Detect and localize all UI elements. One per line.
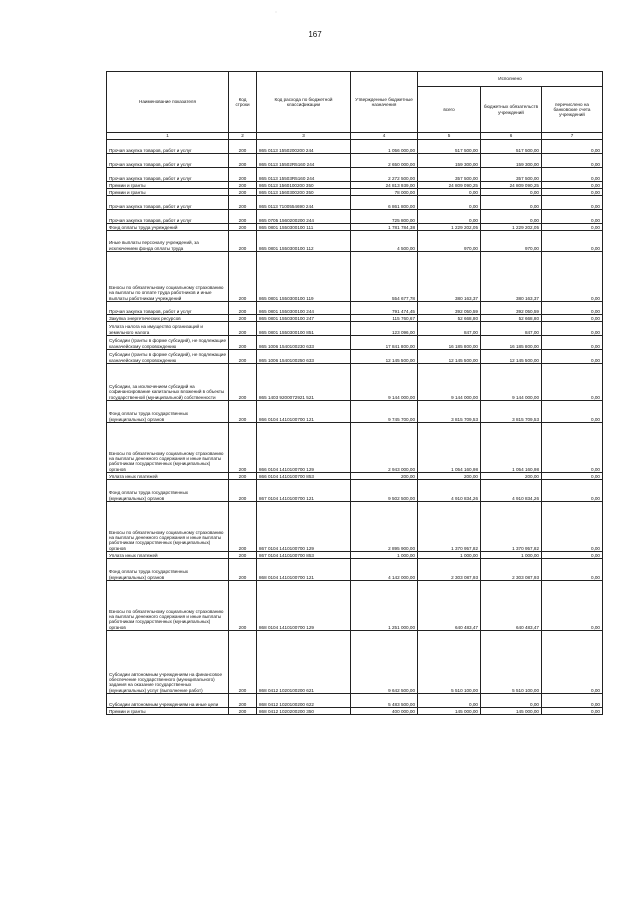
row-budget-code: 865 0801 1550300100 112	[257, 231, 351, 252]
table-row	[107, 364, 603, 401]
row-approved: 1 000,00	[351, 552, 418, 559]
row-exec-total: 12 145 500,00	[418, 350, 481, 364]
column-number: 2	[229, 133, 257, 140]
table-row	[107, 694, 603, 708]
row-budget-code: 865 1006 1540100250 633	[257, 350, 351, 364]
row-approved: 9 502 500,00	[351, 480, 418, 502]
table-row	[107, 401, 603, 423]
row-budget-code: 865 0113 15503R5160 244	[257, 168, 351, 182]
row-approved: 115 760,67	[351, 315, 418, 322]
row-line-code: 200	[229, 350, 257, 364]
row-exec-total: 2 303 087,93	[418, 559, 481, 581]
row-exec-transfer: 0,00	[542, 480, 603, 502]
row-name: Субсидии (гранты в форме субсидий), не подлежащие казначейскому сопровождению	[107, 350, 229, 364]
row-name: Субсидии, за исключением субсидий на софинансирование капитальных вложений в объекты государственной (муниципальной) собственности	[107, 364, 229, 401]
row-name: Субсидии автономным учреждениям на финансовое обеспечение государственного (муниципального) задания на оказание государственных (муниципальных) услуг (выполнение работ)	[107, 631, 229, 694]
table-row	[107, 473, 603, 480]
column-number: 7	[542, 133, 603, 140]
header-approved: Утвержденные бюджетные назначения	[351, 72, 418, 133]
row-name: Прочая закупка товаров, работ и услуг	[107, 302, 229, 315]
table-row	[107, 154, 603, 168]
row-exec-total: 1 054 160,98	[418, 423, 481, 473]
table-row	[107, 423, 603, 473]
table-row	[107, 502, 603, 552]
row-approved: 200,00	[351, 473, 418, 480]
row-exec-budget: 380 163,37	[481, 252, 542, 302]
row-exec-budget: 0,00	[481, 196, 542, 210]
row-line-code: 200	[229, 168, 257, 182]
row-exec-budget: 24 809 090,25	[481, 182, 542, 189]
row-exec-budget: 2 303 087,93	[481, 559, 542, 581]
row-name: Прочая закупка товаров, работ и услуг	[107, 210, 229, 224]
table-row	[107, 552, 603, 559]
page-number: 167	[308, 30, 322, 39]
row-approved: 1 781 784,38	[351, 224, 418, 231]
row-exec-transfer: 0,00	[542, 168, 603, 182]
row-line-code: 200	[229, 559, 257, 581]
row-line-code: 200	[229, 473, 257, 480]
row-budget-code: 865 0113 7100554690 244	[257, 196, 351, 210]
header-executed: Исполнено	[418, 72, 603, 87]
table-row	[107, 182, 603, 189]
row-exec-transfer: 0,00	[542, 196, 603, 210]
header-exec-total: всего	[418, 87, 481, 133]
header-exec-budget: бюджетных обязательств учреждений	[481, 87, 542, 133]
header-exec-transfer: перечислено на банковские счета учреждений	[542, 87, 603, 133]
row-approved: 2 943 000,00	[351, 423, 418, 473]
row-exec-budget: 145 000,00	[481, 708, 542, 715]
row-exec-budget: 12 145 500,00	[481, 350, 542, 364]
row-exec-total: 392 050,59	[418, 302, 481, 315]
row-exec-budget: 640 483,47	[481, 581, 542, 631]
table-row	[107, 189, 603, 196]
column-number: 3	[257, 133, 351, 140]
row-name: Премии и гранты	[107, 189, 229, 196]
row-exec-budget: 517 500,00	[481, 140, 542, 154]
table-row	[107, 224, 603, 231]
row-budget-code: 868 0104 1410100700 129	[257, 581, 351, 631]
row-name: Премии и гранты	[107, 182, 229, 189]
row-line-code: 200	[229, 708, 257, 715]
row-line-code: 200	[229, 210, 257, 224]
table-row	[107, 168, 603, 182]
table-row	[107, 196, 603, 210]
row-approved: 9 144 000,00	[351, 364, 418, 401]
row-name: Уплата налога на имущество организаций и земельного налога	[107, 322, 229, 336]
row-exec-transfer: 0,00	[542, 224, 603, 231]
row-exec-transfer: 0,00	[542, 182, 603, 189]
row-budget-code: 865 1403 9200072921 521	[257, 364, 351, 401]
row-exec-total: 1 370 957,82	[418, 502, 481, 552]
row-name: Прочая закупка товаров, работ и услуг	[107, 196, 229, 210]
row-budget-code: 868 0412 1020100200 622	[257, 694, 351, 708]
row-line-code: 200	[229, 631, 257, 694]
row-exec-transfer: 0,00	[542, 302, 603, 315]
row-name: Закупка энергетических ресурсов	[107, 315, 229, 322]
row-budget-code: 867 0104 1410100700 121	[257, 480, 351, 502]
row-budget-code: 866 0104 1410100700 853	[257, 473, 351, 480]
header-name: Наименование показателя	[107, 72, 229, 133]
row-exec-transfer: 0,00	[542, 581, 603, 631]
row-name: Прочая закупка товаров, работ и услуг	[107, 140, 229, 154]
row-exec-budget: 52 668,80	[481, 315, 542, 322]
table-row	[107, 350, 603, 364]
row-exec-budget: 0,00	[481, 694, 542, 708]
row-exec-budget: 1 370 957,82	[481, 502, 542, 552]
row-line-code: 200	[229, 224, 257, 231]
table-row	[107, 559, 603, 581]
row-exec-transfer: 0,00	[542, 694, 603, 708]
row-name: Субсидии автономным учреждениям на иные цели	[107, 694, 229, 708]
row-exec-transfer: 0,00	[542, 140, 603, 154]
row-approved: 554 677,78	[351, 252, 418, 302]
table-row	[107, 140, 603, 154]
row-name: Субсидии (гранты в форме субсидий), не подлежащие казначейскому сопровождению	[107, 336, 229, 350]
row-budget-code: 865 0801 1550300100 119	[257, 252, 351, 302]
row-exec-total: 52 668,80	[418, 315, 481, 322]
row-exec-total: 159 300,00	[418, 154, 481, 168]
row-exec-budget: 16 185 800,00	[481, 336, 542, 350]
row-exec-total: 357 500,00	[418, 168, 481, 182]
row-approved: 2 650 000,00	[351, 154, 418, 168]
row-approved: 791 474,45	[351, 302, 418, 315]
row-approved: 17 841 800,00	[351, 336, 418, 350]
row-approved: 2 895 900,00	[351, 502, 418, 552]
row-line-code: 200	[229, 423, 257, 473]
row-exec-budget: 159 300,00	[481, 154, 542, 168]
row-name: Прочая закупка товаров, работ и услуг	[107, 168, 229, 182]
column-number: 4	[351, 133, 418, 140]
row-line-code: 200	[229, 154, 257, 168]
row-exec-transfer: 0,00	[542, 559, 603, 581]
row-budget-code: 865 0705 1560200200 244	[257, 210, 351, 224]
table-row	[107, 210, 603, 224]
row-budget-code: 865 0801 1550300100 247	[257, 315, 351, 322]
row-name: Фонд оплаты труда государственных (муниципальных) органов	[107, 559, 229, 581]
row-exec-total: 9 144 000,00	[418, 364, 481, 401]
row-approved: 9 642 500,00	[351, 631, 418, 694]
row-exec-total: 517 500,00	[418, 140, 481, 154]
column-number-row	[107, 133, 603, 140]
row-exec-transfer: 0,00	[542, 322, 603, 336]
row-name: Иные выплаты персоналу учреждений, за исключением фонда оплаты труда	[107, 231, 229, 252]
row-exec-budget: 1 229 202,05	[481, 224, 542, 231]
row-line-code: 200	[229, 189, 257, 196]
row-exec-total: 145 000,00	[418, 708, 481, 715]
row-exec-total: 0,00	[418, 189, 481, 196]
row-name: Фонд оплаты труда государственных (муниципальных) органов	[107, 401, 229, 423]
row-line-code: 200	[229, 336, 257, 350]
row-name: Взносы по обязательному социальному страхованию на выплаты по оплате труда работников и иные выплаты работникам учреждений	[107, 252, 229, 302]
row-line-code: 200	[229, 315, 257, 322]
table-row	[107, 252, 603, 302]
row-line-code: 200	[229, 140, 257, 154]
row-approved: 1 251 000,00	[351, 581, 418, 631]
row-approved: 6 861 800,00	[351, 196, 418, 210]
column-number: 1	[107, 133, 229, 140]
row-approved: 12 145 500,00	[351, 350, 418, 364]
row-line-code: 200	[229, 502, 257, 552]
table-row	[107, 302, 603, 315]
row-exec-transfer: 0,00	[542, 708, 603, 715]
row-exec-total: 200,00	[418, 473, 481, 480]
row-line-code: 200	[229, 196, 257, 210]
row-exec-transfer: 0,00	[542, 423, 603, 473]
row-line-code: 200	[229, 322, 257, 336]
row-exec-transfer: 0,00	[542, 189, 603, 196]
row-line-code: 200	[229, 364, 257, 401]
row-name: Фонд оплаты труда учреждений	[107, 224, 229, 231]
table-row	[107, 581, 603, 631]
row-budget-code: 865 0801 1550300100 244	[257, 302, 351, 315]
row-approved: 4 142 000,00	[351, 559, 418, 581]
row-name: Взносы по обязательному социальному страхованию на выплаты денежного содержания и иные выплаты работникам государственных (муниципальных) органов	[107, 423, 229, 473]
row-approved: 400 000,00	[351, 708, 418, 715]
row-budget-code: 865 0801 1550300100 851	[257, 322, 351, 336]
row-name: Уплата иных платежей	[107, 473, 229, 480]
row-exec-total: 24 809 090,25	[418, 182, 481, 189]
row-exec-budget: 1 054 160,98	[481, 423, 542, 473]
row-budget-code: 865 0113 1560100200 350	[257, 182, 351, 189]
row-approved: 9 745 700,00	[351, 401, 418, 423]
row-exec-budget: 392 050,59	[481, 302, 542, 315]
row-exec-budget: 3 815 709,53	[481, 401, 542, 423]
row-exec-total: 4 910 834,26	[418, 480, 481, 502]
header-budget-code: Код расхода по бюджетной классификации	[257, 72, 351, 133]
row-exec-transfer: 0,00	[542, 631, 603, 694]
row-exec-transfer: 0,00	[542, 350, 603, 364]
row-line-code: 200	[229, 552, 257, 559]
row-line-code: 200	[229, 231, 257, 252]
row-approved: 1 056 000,00	[351, 140, 418, 154]
row-exec-total: 640 483,47	[418, 581, 481, 631]
column-number: 6	[481, 133, 542, 140]
row-budget-code: 868 0412 1020200200 350	[257, 708, 351, 715]
row-line-code: 200	[229, 182, 257, 189]
row-exec-transfer: 0,00	[542, 210, 603, 224]
row-exec-total: 1 000,00	[418, 552, 481, 559]
row-exec-budget: 0,00	[481, 210, 542, 224]
row-approved: 4 500,00	[351, 231, 418, 252]
row-exec-total: 0,00	[418, 196, 481, 210]
row-exec-transfer: 0,00	[542, 364, 603, 401]
table-row	[107, 315, 603, 322]
row-budget-code: 865 0113 15502R5160 244	[257, 154, 351, 168]
row-budget-code: 868 0104 1410100700 121	[257, 559, 351, 581]
row-name: Уплата иных платежей	[107, 552, 229, 559]
row-exec-total: 16 185 800,00	[418, 336, 481, 350]
row-budget-code: 866 0104 1410100700 129	[257, 423, 351, 473]
row-line-code: 200	[229, 401, 257, 423]
row-exec-transfer: 0,00	[542, 154, 603, 168]
row-exec-total: 3 815 709,53	[418, 401, 481, 423]
budget-execution-table	[106, 71, 603, 715]
row-exec-total: 380 163,37	[418, 252, 481, 302]
row-approved: 78 000,00	[351, 189, 418, 196]
row-budget-code: 867 0104 1410100700 853	[257, 552, 351, 559]
row-budget-code: 865 0113 1550200200 244	[257, 140, 351, 154]
scan-artifact: ˈ	[275, 12, 277, 18]
row-budget-code: 868 0412 1020100200 621	[257, 631, 351, 694]
row-line-code: 200	[229, 252, 257, 302]
row-budget-code: 865 1006 1540100230 633	[257, 336, 351, 350]
row-exec-total: 1 229 202,05	[418, 224, 481, 231]
row-exec-budget: 1 000,00	[481, 552, 542, 559]
row-exec-transfer: 0,00	[542, 473, 603, 480]
column-number: 5	[418, 133, 481, 140]
row-approved: 123 096,00	[351, 322, 418, 336]
row-budget-code: 865 0113 1560300200 350	[257, 189, 351, 196]
row-exec-total: 5 510 100,00	[418, 631, 481, 694]
row-exec-total: 0,00	[418, 694, 481, 708]
row-exec-total: 847,00	[418, 322, 481, 336]
row-approved: 2 272 500,00	[351, 168, 418, 182]
row-exec-total: 970,00	[418, 231, 481, 252]
table-row	[107, 336, 603, 350]
row-exec-transfer: 0,00	[542, 336, 603, 350]
row-budget-code: 866 0104 1410100700 121	[257, 401, 351, 423]
table-row	[107, 708, 603, 715]
row-line-code: 200	[229, 480, 257, 502]
table-row	[107, 631, 603, 694]
row-approved: 24 813 939,00	[351, 182, 418, 189]
row-approved: 5 483 500,00	[351, 694, 418, 708]
row-name: Взносы по обязательному социальному страхованию на выплаты денежного содержания и иные выплаты работникам государственных (муниципальных) органов	[107, 502, 229, 552]
row-exec-budget: 970,00	[481, 231, 542, 252]
row-exec-budget: 9 144 000,00	[481, 364, 542, 401]
row-name: Прочая закупка товаров, работ и услуг	[107, 154, 229, 168]
header-line-code: Код строки	[229, 72, 257, 133]
row-budget-code: 867 0104 1410100700 129	[257, 502, 351, 552]
row-exec-budget: 357 500,00	[481, 168, 542, 182]
row-exec-transfer: 0,00	[542, 315, 603, 322]
row-budget-code: 865 0801 1550300100 111	[257, 224, 351, 231]
row-exec-transfer: 0,00	[542, 231, 603, 252]
row-line-code: 200	[229, 302, 257, 315]
row-exec-transfer: 0,00	[542, 502, 603, 552]
row-exec-budget: 5 510 100,00	[481, 631, 542, 694]
table-row	[107, 231, 603, 252]
row-line-code: 200	[229, 694, 257, 708]
row-exec-budget: 0,00	[481, 189, 542, 196]
table-row	[107, 480, 603, 502]
row-exec-total: 0,00	[418, 210, 481, 224]
row-name: Фонд оплаты труда государственных (муниципальных) органов	[107, 480, 229, 502]
row-exec-budget: 847,00	[481, 322, 542, 336]
row-exec-transfer: 0,00	[542, 252, 603, 302]
row-exec-transfer: 0,00	[542, 552, 603, 559]
row-exec-transfer: 0,00	[542, 401, 603, 423]
row-name: Премии и гранты	[107, 708, 229, 715]
table-row	[107, 322, 603, 336]
row-exec-budget: 200,00	[481, 473, 542, 480]
row-exec-budget: 4 910 834,26	[481, 480, 542, 502]
row-line-code: 200	[229, 581, 257, 631]
row-approved: 725 800,00	[351, 210, 418, 224]
row-name: Взносы по обязательному социальному страхованию на выплаты денежного содержания и иные выплаты работникам государственных (муниципальных) органов	[107, 581, 229, 631]
